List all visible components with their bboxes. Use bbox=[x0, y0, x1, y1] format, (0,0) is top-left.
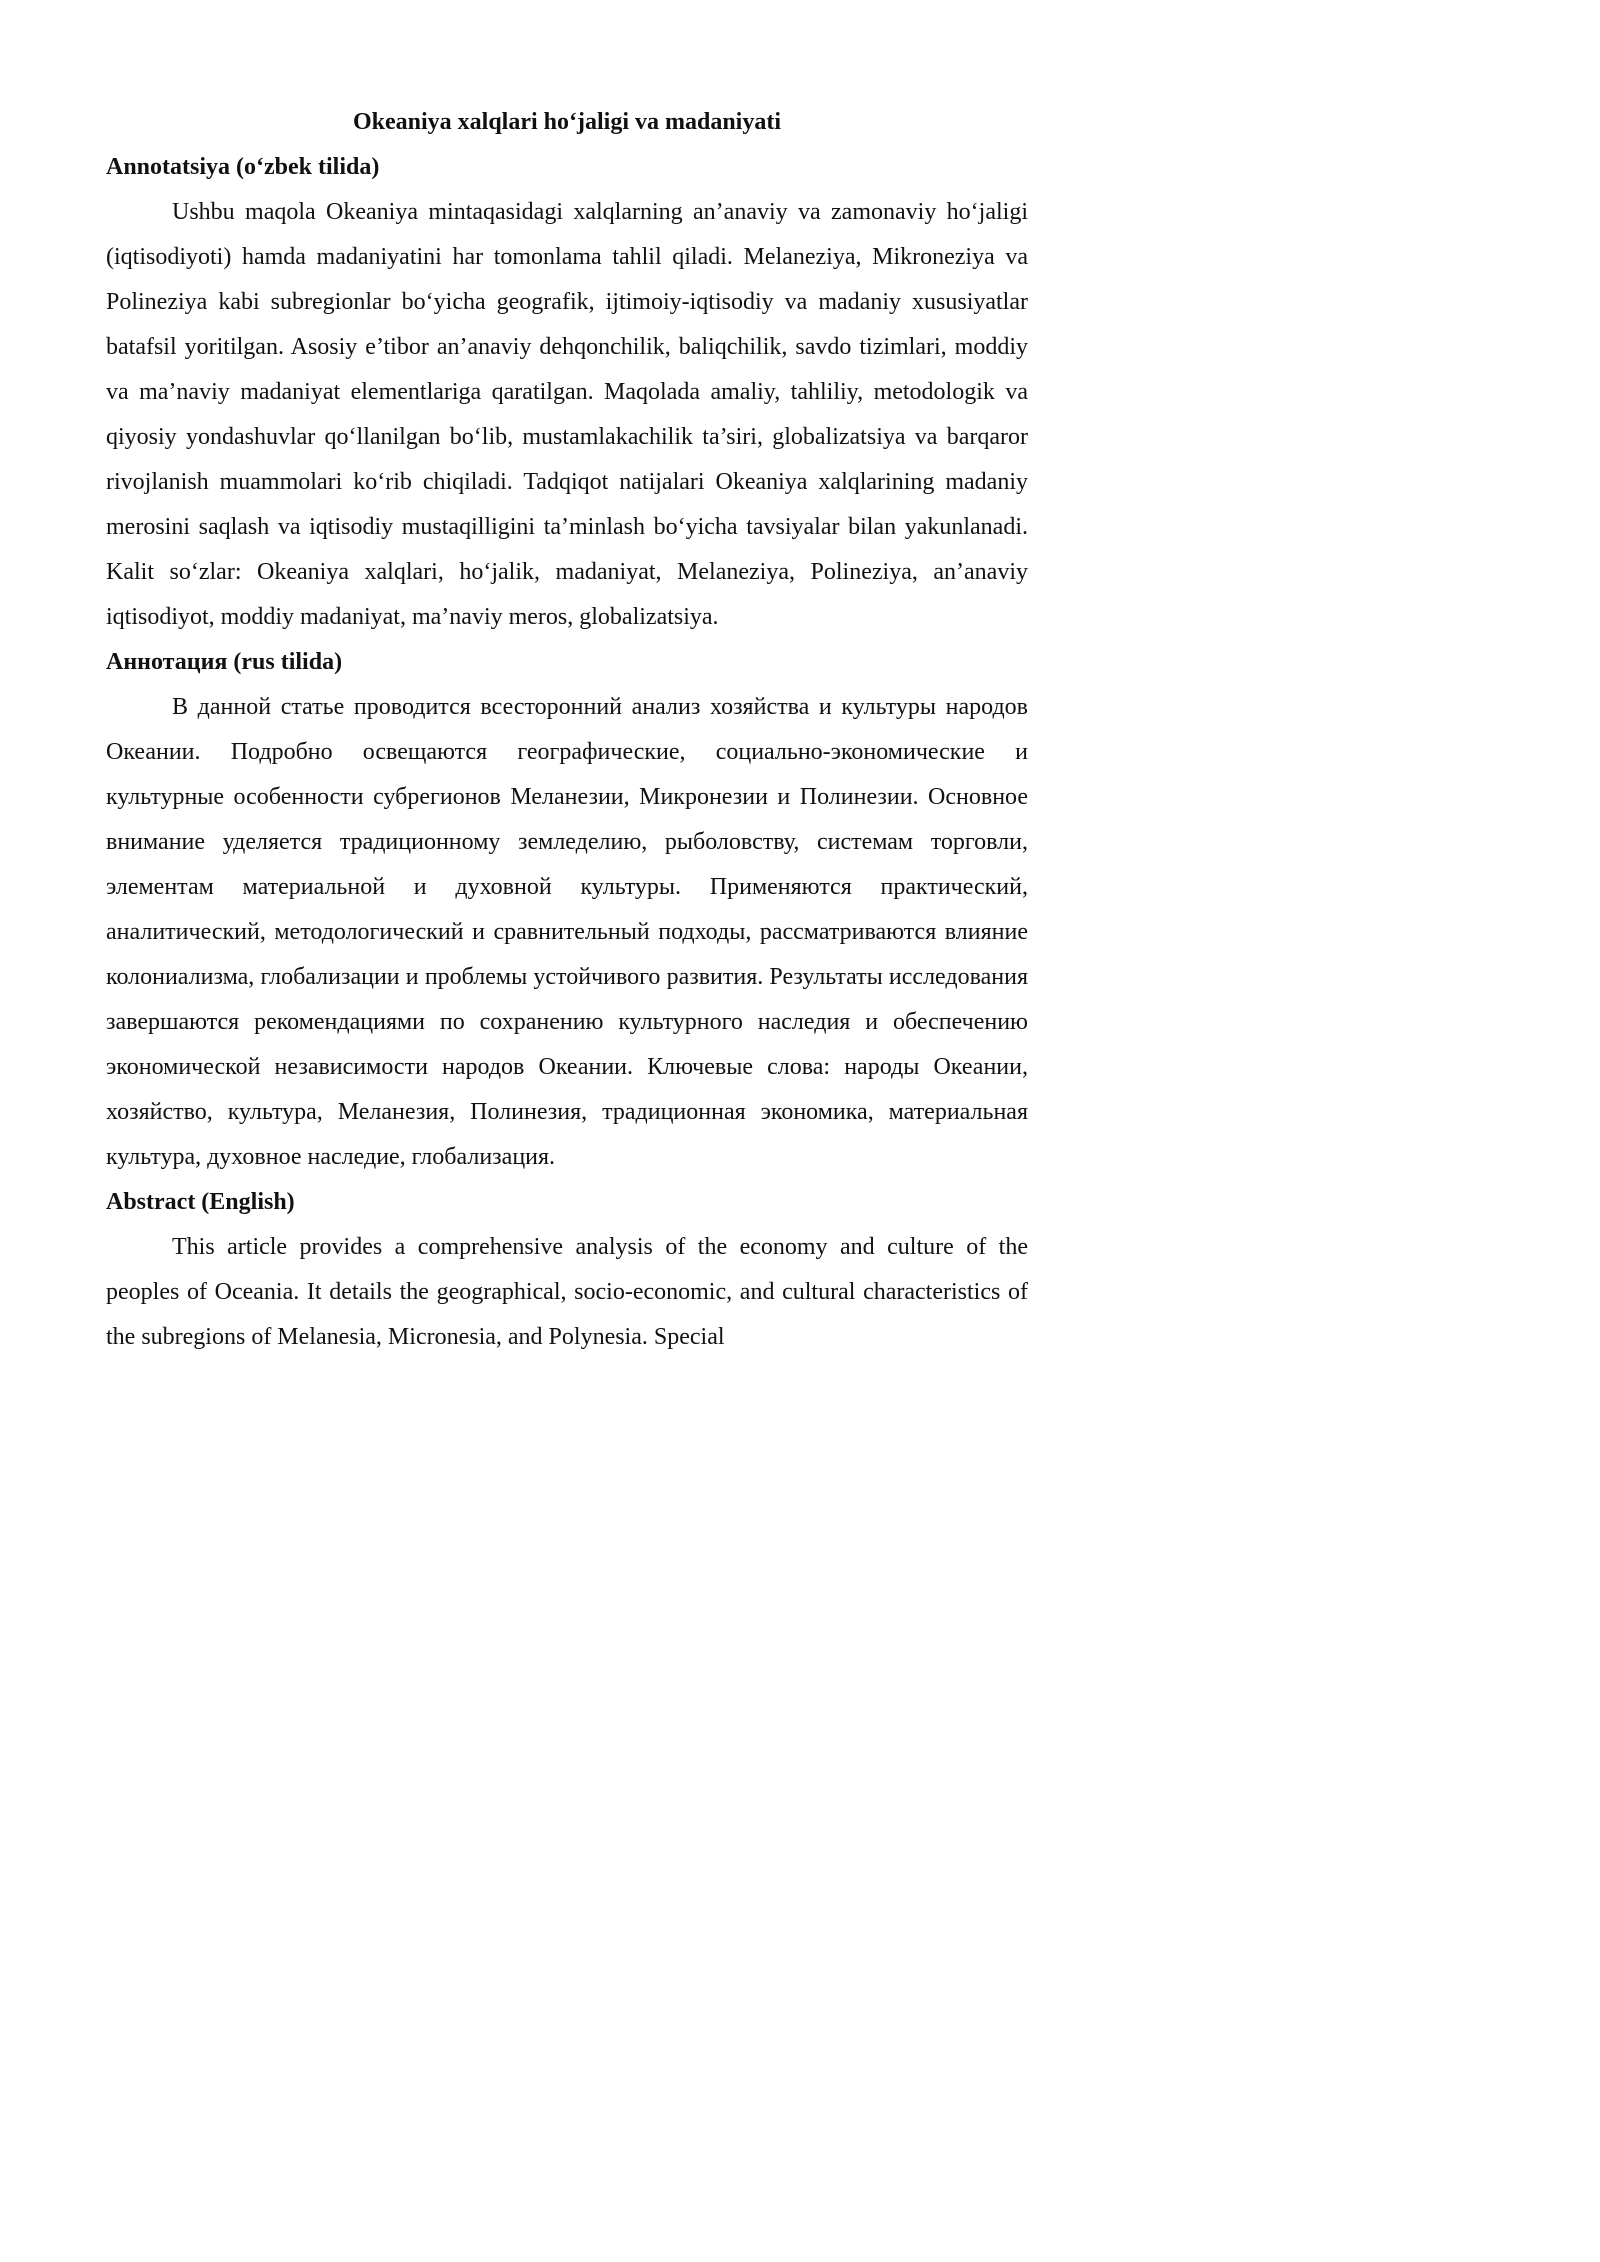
section-heading-uzbek: Annotatsiya (o‘zbek tilida) bbox=[106, 154, 380, 180]
abstract-paragraph-russian: В данной статье проводится всесторонний анализ хозяйства и культуры народов Океании. Подробно освещаются географические, социально-экономические и культурные особенности субрегионов Меланезии, Микронезии и Полинезии. Основное внимание уделяется традиционному земледелию, рыболовству, системам торговли, элементам материальной и духовной культуры. Применяются практический, аналитический, методологический и сравнительный подходы, рассматриваются влияние колониализма, глобализации и проблемы устойчивого развития. Результаты исследования завершаются рекомендациями по сохранению культурного наследия и обеспечению экономической независимости народов Океании. Ключевые слова: народы Океании, хозяйство, культура, Меланезия, Полинезия, традиционная экономика, материальная культура, духовное наследие, глобализация. bbox=[106, 694, 1028, 1170]
document-page bbox=[0, 0, 1107, 1565]
section-heading-russian: Аннотация (rus tilida) bbox=[106, 649, 343, 675]
document-title: Okeaniya xalqlari ho‘jaligi va madaniyati bbox=[352, 109, 782, 135]
section-heading-english: Abstract (English) bbox=[106, 1189, 295, 1215]
document-body bbox=[106, 100, 1028, 1360]
abstract-paragraph-english: This article provides a comprehensive analysis of the economy and culture of the peoples of Oceania. It details the geographical, socio-economic, and cultural characteristics of the subregions of Melanesia, Micronesia, and Polynesia. Special bbox=[106, 1234, 1028, 1350]
abstract-paragraph-uzbek: Ushbu maqola Okeaniya mintaqasidagi xalqlarning an’anaviy va zamonaviy ho‘jaligi (iqtisodiyoti) hamda madaniyatini har tomonlama tahlil qiladi. Melaneziya, Mikroneziya va Polineziya kabi subregionlar bo‘yicha geografik, ijtimoiy-iqtisodiy va madaniy xususiyatlar batafsil yoritilgan. Asosiy e’tibor an’anaviy dehqonchilik, baliqchilik, savdo tizimlari, moddiy va ma’naviy madaniyat elementlariga qaratilgan. Maqolada amaliy, tahliliy, metodologik va qiyosiy yondashuvlar qo‘llanilgan bo‘lib, mustamlakachilik ta’siri, globalizatsiya va barqaror rivojlanish muammolari ko‘rib chiqiladi. Tadqiqot natijalari Okeaniya xalqlarining madaniy merosini saqlash va iqtisodiy mustaqilligini ta’minlash bo‘yicha tavsiyalar bilan yakunlanadi. Kalit so‘zlar: Okeaniya xalqlari, ho‘jalik, madaniyat, Melaneziya, Polineziya, an’anaviy iqtisodiyot, moddiy madaniyat, ma’naviy meros, globalizatsiya. bbox=[106, 199, 1028, 630]
